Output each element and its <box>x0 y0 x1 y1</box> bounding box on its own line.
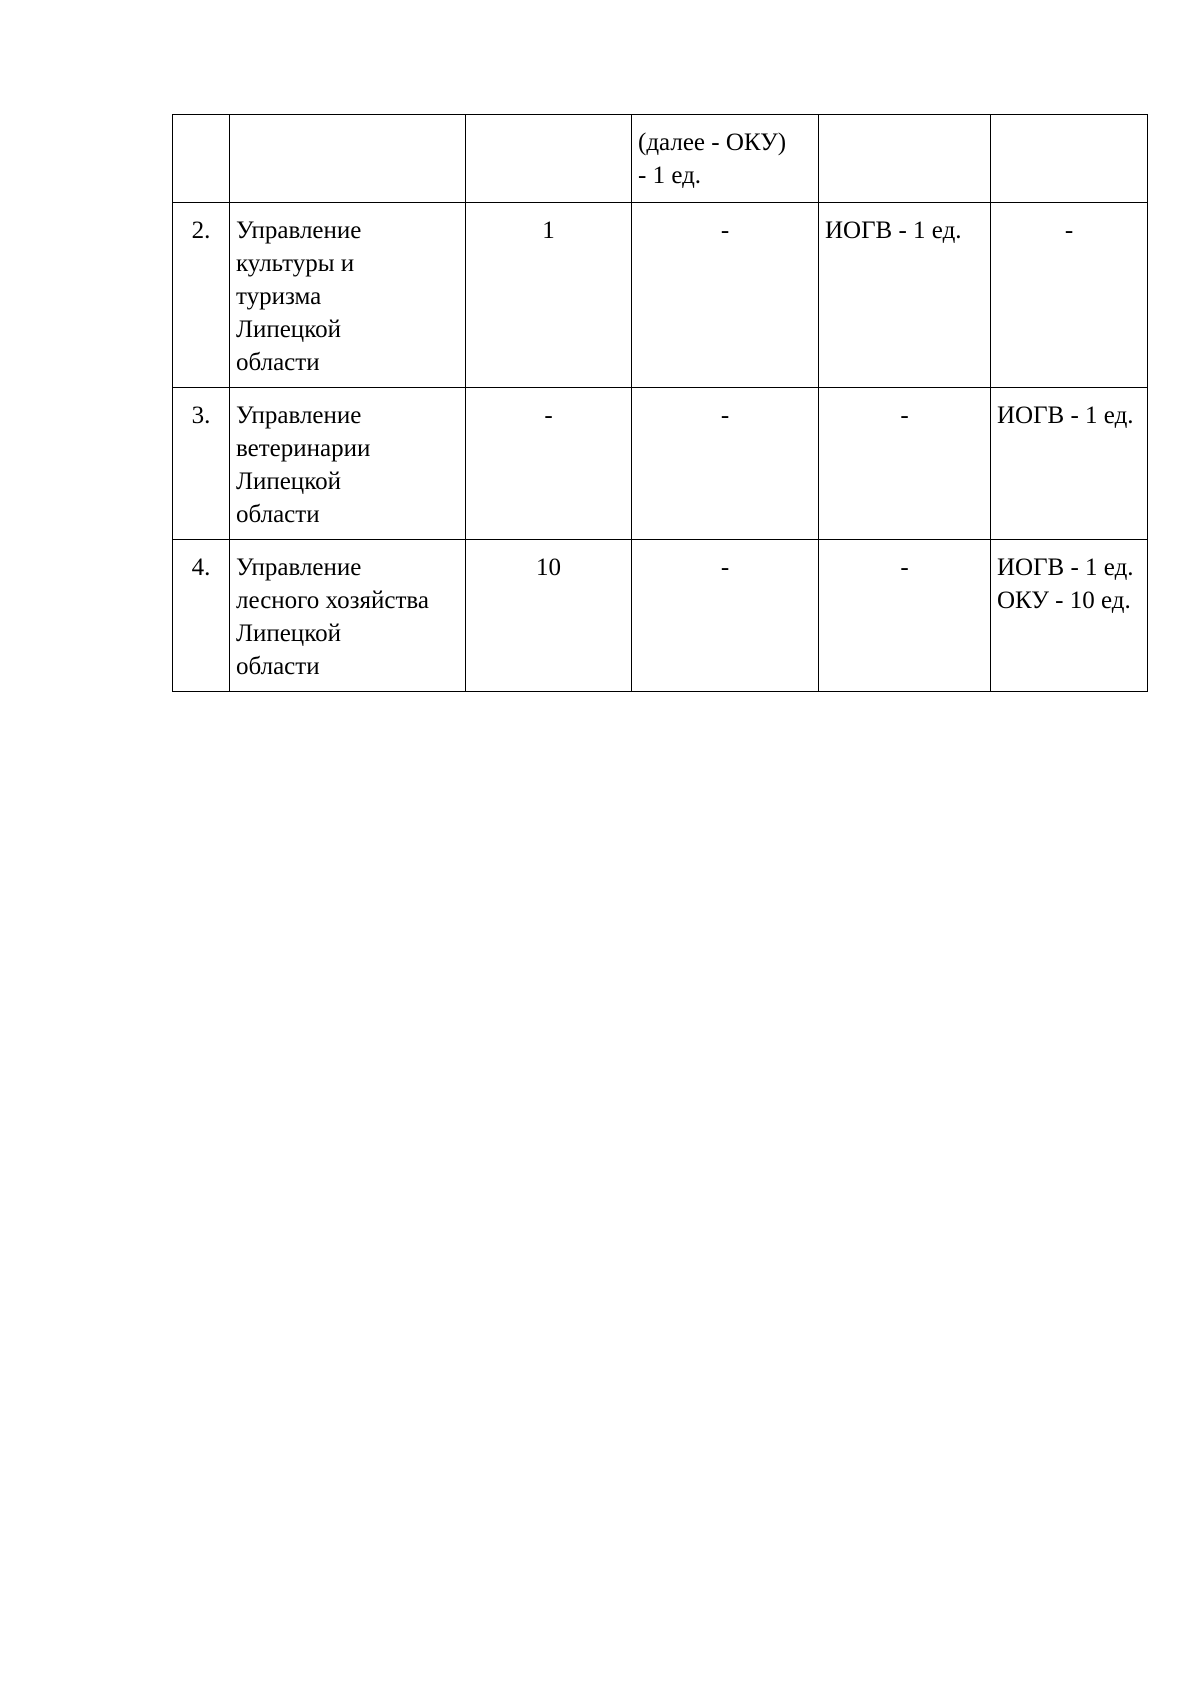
cell-col4-text: - <box>720 217 730 244</box>
cell-col6 <box>991 115 1148 203</box>
organization-name-line: Управление <box>236 554 362 581</box>
row-number-text: 3. <box>191 402 211 429</box>
organization-name-line: туризма <box>236 283 322 310</box>
cell-col3-text: - <box>544 402 553 429</box>
cell-col4 <box>632 540 819 692</box>
cell-col3-text: 1 <box>542 217 555 244</box>
cell-col5 <box>819 540 991 692</box>
cell-col3-text: 10 <box>536 554 561 581</box>
cell-col4-line: - 1 ед. <box>638 162 702 189</box>
organization-name-line: Управление <box>236 402 362 429</box>
cell-col6 <box>991 203 1148 388</box>
cell-col4-text: - <box>720 554 730 581</box>
cell-col6-line: ОКУ - 10 ед. <box>997 587 1131 614</box>
table-row <box>173 388 1148 540</box>
cell-col6-text: ИОГВ - 1 ед. <box>997 402 1134 429</box>
cell-col4 <box>632 388 819 540</box>
cell-col6 <box>991 540 1148 692</box>
table-row <box>173 203 1148 388</box>
row-number <box>173 115 230 203</box>
cell-col6 <box>991 388 1148 540</box>
organization-name <box>230 388 466 540</box>
organization-name-line: области <box>236 501 320 528</box>
cell-col5-text: - <box>900 554 909 581</box>
organization-name-line: области <box>236 349 320 376</box>
cell-col3 <box>466 540 632 692</box>
cell-col5 <box>819 115 991 203</box>
cell-col4 <box>632 115 819 203</box>
cell-col5 <box>819 203 991 388</box>
row-number-text: 2. <box>191 217 211 244</box>
row-number <box>173 540 230 692</box>
cell-col3 <box>466 115 632 203</box>
organization-name-line: Липецкой <box>236 468 341 495</box>
organization-name-line: ветеринарии <box>236 435 371 462</box>
cell-col4 <box>632 203 819 388</box>
organization-name-line: культуры и <box>236 250 355 277</box>
allocation-table <box>172 114 1148 692</box>
table-row <box>173 115 1148 203</box>
cell-col5-text: ИОГВ - 1 ед. <box>825 217 962 244</box>
cell-col4-line: (далее - ОКУ) <box>638 129 787 156</box>
cell-col3 <box>466 388 632 540</box>
cell-col5-text: - <box>900 402 909 429</box>
row-number-text: 4. <box>191 554 211 581</box>
cell-col3 <box>466 203 632 388</box>
row-number <box>173 388 230 540</box>
organization-name <box>230 115 466 203</box>
cell-col6-text: - <box>1064 217 1074 244</box>
cell-col6-line: ИОГВ - 1 ед. <box>997 554 1134 581</box>
organization-name <box>230 540 466 692</box>
row-number <box>173 203 230 388</box>
organization-name-line: Липецкой <box>236 316 341 343</box>
organization-name-line: Управление <box>236 217 362 244</box>
organization-name-line: лесного хозяйства <box>236 587 429 614</box>
table-row <box>173 540 1148 692</box>
cell-col5 <box>819 388 991 540</box>
organization-name-line: Липецкой <box>236 620 341 647</box>
organization-name <box>230 203 466 388</box>
cell-col4-text: - <box>720 402 730 429</box>
organization-name-line: области <box>236 653 320 680</box>
